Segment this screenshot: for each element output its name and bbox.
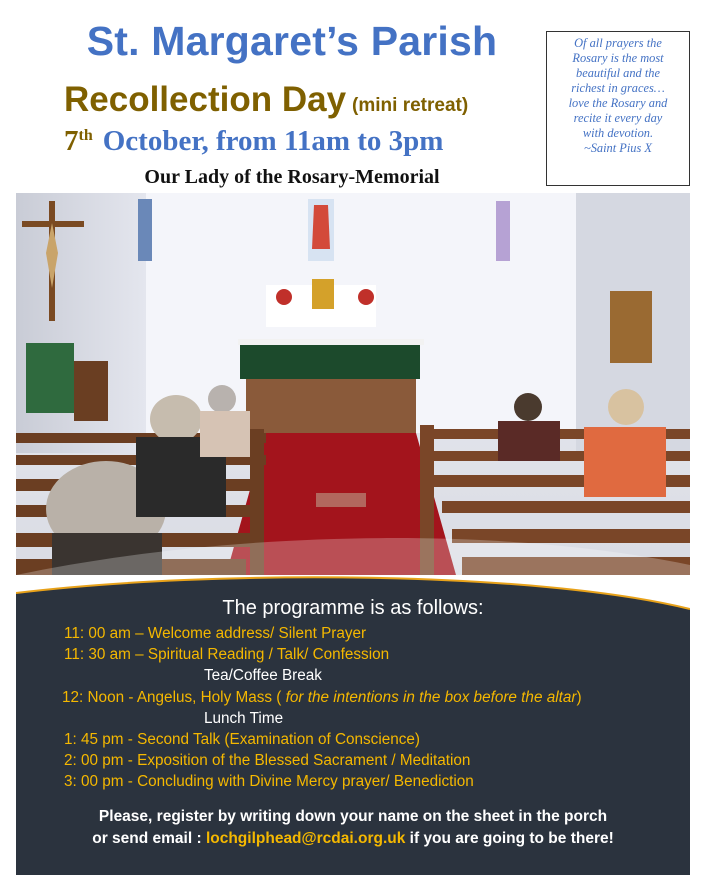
quote-attribution: ~Saint Pius X [584,141,652,155]
church-interior-photo [16,193,690,575]
programme-heading: The programme is as follows: [222,597,484,619]
event-date [64,125,443,158]
church-interior-illustration [16,193,690,575]
programme-text: – Spiritual Reading / Talk/ Confession [130,646,390,664]
right-window [496,201,510,261]
programme-item [64,644,582,665]
programme-item [62,687,582,708]
programme-time: 11: 00 am [64,625,131,642]
programme-item [64,750,582,771]
programme-break: Tea/Coffee Break [204,667,322,685]
event-note: (mini retreat) [352,95,469,116]
date-rest: October, from 11am to 3pm [102,125,444,157]
contact-email-link[interactable]: lochgilphead@rcdai.org.uk [205,830,406,847]
registration-line-2 [16,828,690,850]
altar-cloth [240,343,420,379]
registration-suffix: if you are going to be there! [405,830,614,847]
event-subtitle [64,80,468,120]
programme-text: - Exposition of the Blessed Sacrament / Meditation [123,752,471,770]
programme-time: 2: 00 pm [64,752,124,770]
programme-item [64,729,582,750]
programme-text: - Concluding with Divine Mercy prayer/ Benediction [123,773,474,791]
parish-title: St. Margaret’s Parish [86,18,498,64]
programme-text: – Welcome address/ Silent Prayer [130,625,367,642]
quote-line: recite it every day [573,111,663,125]
programme-text: - Second Talk (Examination of Conscience) [123,730,420,748]
event-name: Recollection Day [64,80,347,119]
programme-item [64,623,582,644]
quote-line: love the Rosary and [568,96,668,110]
date-suffix: th [78,127,93,144]
tabernacle [312,279,334,309]
quote-line: Of all prayers the [574,36,662,50]
programme-panel [16,575,690,875]
programme-item [64,771,582,792]
programme-time: 12: Noon [62,688,125,706]
programme-time: 3: 00 pm [64,773,124,791]
programme-text-italic: for the intentions in the box before the altar [285,688,577,706]
quote-line: with devotion. [582,126,654,140]
registration-note [16,806,690,850]
date-number: 7 [64,125,79,157]
programme-text: - Angelus, Holy Mass ( [124,688,286,706]
event-tagline: Our Lady of the Rosary-Memorial [144,166,440,188]
programme-list [64,623,582,793]
quote-line: richest in graces… [571,81,665,95]
programme-break: Lunch Time [204,709,284,727]
programme-time: 11: 30 am [64,646,131,664]
registration-prefix: or send email : [92,830,206,847]
rosary-quote-box [546,31,690,186]
programme-text-after: ) [576,688,582,706]
quote-line: beautiful and the [576,66,660,80]
left-window [138,199,152,261]
registration-line-1: Please, register by writing down your name on the sheet in the porch [98,808,608,825]
programme-time: 1: 45 pm [64,730,124,748]
quote-line: Rosary is the most [572,51,664,65]
